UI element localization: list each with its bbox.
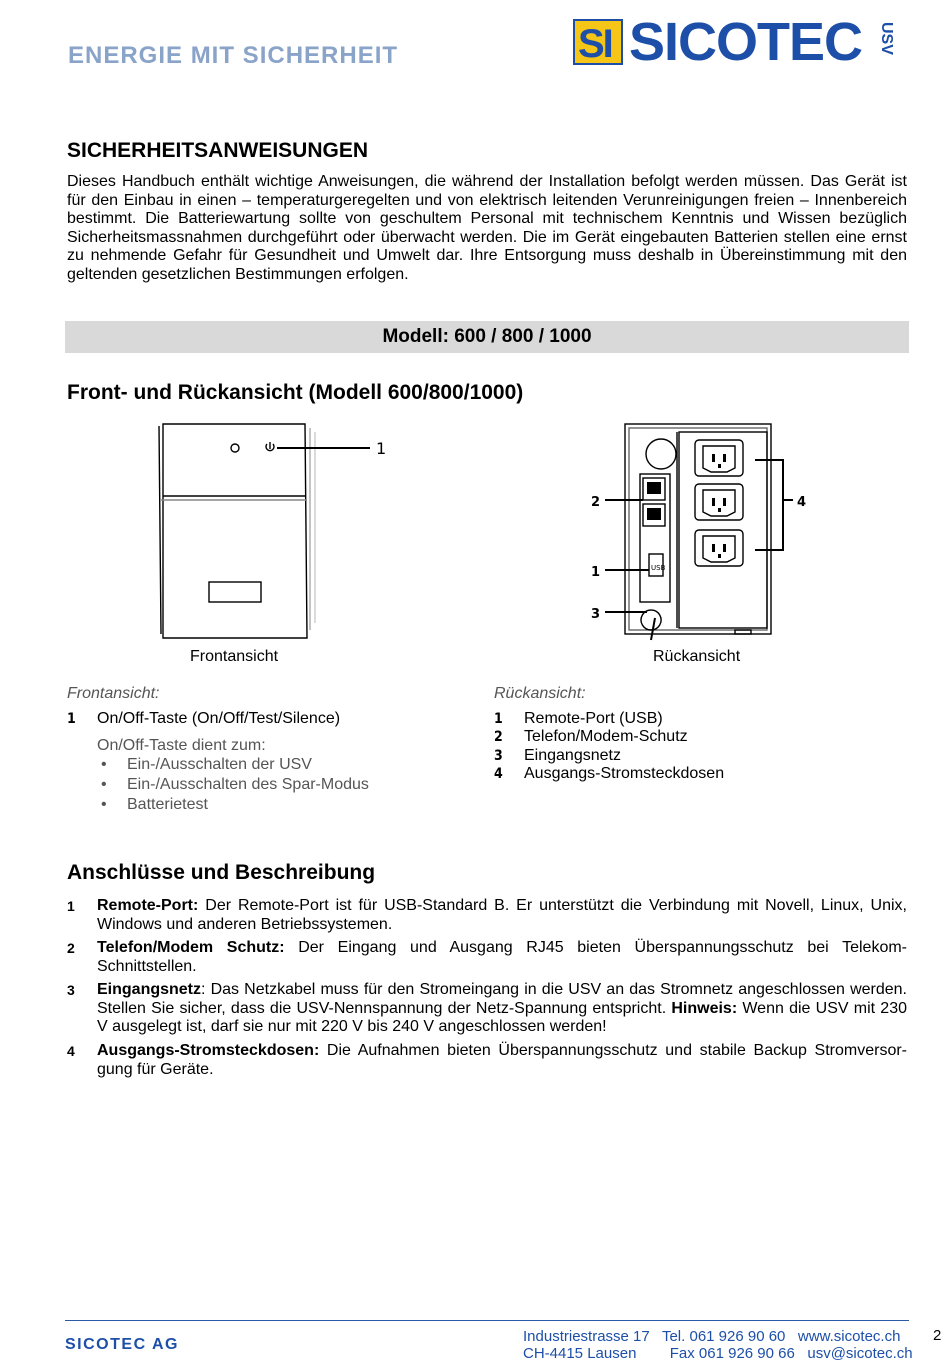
back-callout-3: 3	[591, 607, 601, 622]
front-item-number: 1	[67, 711, 76, 727]
model-bar: Modell: 600 / 800 / 1000	[65, 321, 909, 353]
views-title: Front- und Rückansicht (Modell 600/800/1000)	[67, 381, 524, 404]
front-bullet: • Ein-/Ausschalten des Spar-Modus	[101, 776, 369, 793]
connection-item	[67, 1042, 907, 1079]
connection-text: Der Remote-Port ist für USB-Standard B. Er unterstützt die Verbindung mit Novell, Linux, Unix, Windows und anderen Betriebssystemen.	[97, 897, 907, 933]
back-callout-1: 1	[591, 565, 601, 580]
back-list-item	[494, 747, 874, 767]
footer-line2: CH-4415 Lausen Fax 061 926 90 66 usv@sicotec.ch	[523, 1345, 913, 1362]
page-number: 2	[933, 1327, 942, 1344]
footer-divider	[65, 1320, 909, 1321]
back-caption: Rückansicht	[653, 648, 741, 665]
back-item-text: Remote-Port (USB)	[524, 710, 663, 727]
back-callout-2: 2	[591, 495, 601, 510]
front-bullet-text: Ein-/Ausschalten des Spar-Modus	[127, 776, 369, 793]
back-item-number: 3	[494, 748, 503, 764]
connection-text: : Das Netzkabel muss für den Stromeingang in die USV an das Stromnetz angeschlossen werden. Stellen Sie sicher, dass die USV-Nennspannung der Netz-Spannung entspricht.	[97, 981, 907, 1017]
back-list-item	[494, 710, 874, 730]
back-list-item	[494, 728, 874, 748]
tagline: ENERGIE MIT SICHERHEIT	[68, 42, 399, 69]
front-bullet: • Ein-/Ausschalten der USV	[101, 756, 312, 773]
connections-title: Anschlüsse und Beschreibung	[67, 861, 376, 884]
connection-item	[67, 897, 907, 934]
back-item-text: Ausgangs-Stromsteckdosen	[524, 765, 725, 782]
back-callout-4: 4	[797, 495, 807, 510]
back-list-heading: Rückansicht:	[494, 685, 586, 702]
footer-company: SICOTEC AG	[65, 1336, 179, 1353]
front-bullet-text: Batterietest	[127, 796, 208, 813]
footer-address-line1	[523, 1328, 900, 1345]
safety-text: Dieses Handbuch enthält wichtige Anweisungen, die während der Installation befolgt werden müssen. Das Gerät ist für den Einbau in einen – temperaturgeregelten und von elektrisch leitenden Verunreinigungen freien – Innenbereich bestimmt. Die Batteriewartung sollte von geschultem Personal mit technischem Kenntnis und Wissen bezüglich Sicherheitsmassnahmen durchgeführt oder überwacht werden. Die im Gerät eingebauten Batterien stellen eine ernst zu nehmende Gefahr für Gesundheit und Umwelt dar. Ihre Entsorgung muss deshalb in Übereinstimmung mit den geltenden gesetzlichen Bestimmungen erfolgen.	[67, 173, 907, 283]
logo-sub: USV	[878, 22, 895, 55]
back-list-item	[494, 765, 874, 785]
connection-term: Telefon/Modem Schutz:	[97, 939, 285, 956]
connection-note-text: Wenn die USV mit 230 V ausgelegt ist, darf sie nur mit 220 V bis 240 V angeschlossen werden!	[97, 999, 907, 1036]
back-view-drawing	[585, 418, 815, 648]
front-caption: Frontansicht	[190, 648, 279, 665]
front-list-item	[67, 710, 447, 730]
front-sub-heading: On/Off-Taste dient zum:	[97, 737, 266, 754]
connection-term: Ausgangs-Stromsteckdosen:	[97, 1042, 320, 1059]
footer-address-line2	[523, 1345, 913, 1362]
front-view-drawing	[155, 418, 405, 648]
logo-mark: SI	[578, 22, 612, 66]
usb-port-label: USB	[651, 564, 666, 572]
front-list-heading: Frontansicht:	[67, 685, 160, 702]
back-item-number: 1	[494, 711, 503, 727]
safety-title: SICHERHEITSANWEISUNGEN	[67, 139, 369, 162]
connection-note-term: Hinweis:	[671, 999, 738, 1017]
connection-text: Der Eingang und Ausgang RJ45 bieten Überspannungsschutz bei Telekom-Schnittstellen.	[97, 939, 908, 975]
connection-item	[67, 939, 907, 976]
back-item-number: 2	[494, 729, 503, 745]
back-item-number: 4	[494, 766, 503, 782]
connection-number: 2	[67, 940, 75, 956]
front-callout-1: 1	[376, 439, 387, 458]
front-bullet-text: Ein-/Ausschalten der USV	[127, 756, 312, 773]
back-item-text: Telefon/Modem-Schutz	[524, 728, 688, 745]
footer-line1: Industriestrasse 17 Tel. 061 926 90 60 www.sicotec.ch	[523, 1328, 901, 1345]
back-item-text: Eingangsnetz	[524, 747, 621, 764]
front-bullet: • Batterietest	[101, 796, 208, 813]
logo-word: SICOTEC	[629, 12, 863, 72]
connection-term: Remote-Port:	[97, 897, 199, 914]
front-item-text: On/Off-Taste (On/Off/Test/Silence)	[97, 710, 341, 727]
connection-text: Die Aufnahmen bieten Überspannungsschutz und stabile Backup Stromversor-gung für Geräte.	[97, 1042, 907, 1078]
connection-number: 4	[67, 1043, 75, 1059]
connection-item	[67, 981, 907, 1037]
connection-term: Eingangsnetz	[97, 981, 202, 998]
logo-mark-box	[573, 19, 623, 65]
connection-number: 1	[67, 898, 75, 914]
connection-number: 3	[67, 982, 75, 998]
